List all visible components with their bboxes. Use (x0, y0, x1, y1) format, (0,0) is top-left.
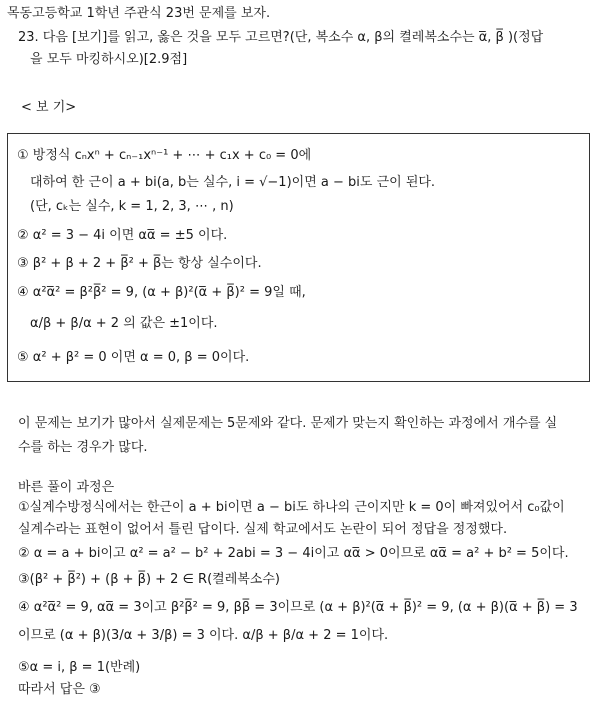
bogi-item-1: ① 방정식 cₙxⁿ + cₙ₋₁xⁿ⁻¹ + ⋯ + c₁x + c₀ = 0에 (17, 148, 312, 163)
solution-line-6: 이므로 (α + β)(3/α + 3/β) = 3 이다. α/β + β/α + 2 = 1이다. (18, 628, 389, 643)
bogi-item-1-cont: 대하여 한 근이 a + bi(a, b는 실수, i = √−1)이면 a − bi도 근이 된다. (30, 175, 436, 190)
question-line-2: 을 모두 마킹하시오)[2.9점] (30, 52, 188, 67)
solution-line-1: ①실계수방정식에서는 한근이 a + bi이면 a − bi도 하나의 근이지만 k = 0이 빠져있어서 c₀값이 (18, 500, 565, 515)
comment-line-2: 수를 하는 경우가 많다. (18, 440, 148, 455)
solution-line-2: 실계수라는 표현이 없어서 틀린 답이다. 실제 학교에서도 논란이 되어 정답을 정정했다. (18, 522, 508, 537)
solution-line-5: ④ α²α̅² = 9, αα̅ = 3이고 β²β̅² = 9, ββ̅ = 3이므로 (α + β)²(α̅ + β̅)² = 9, (α + β)(α̅ + β̅) = 3 (18, 600, 578, 615)
bogi-item-2: ② α² = 3 − 4i 이면 αα̅ = ±5 이다. (17, 228, 228, 243)
comment-line-1: 이 문제는 보기가 많아서 실제문제는 5문제와 같다. 문제가 맞는지 확인하는 과정에서 개수를 실 (18, 416, 558, 431)
solution-line-8: 따라서 답은 ③ (18, 682, 101, 697)
intro-text: 목동고등학교 1학년 주관식 23번 문제를 보자. (7, 6, 271, 21)
bogi-item-4-cont: α/β + β/α + 2 의 값은 ±1이다. (30, 316, 218, 331)
bogi-item-1-cond: (단, cₖ는 실수, k = 1, 2, 3, ⋯ , n) (30, 199, 234, 214)
bogi-label: < 보 기> (21, 100, 77, 115)
bogi-item-4: ④ α²α̅² = β²β̅² = 9, (α + β)²(α̅ + β̅)² = 9일 때, (17, 285, 306, 300)
solution-line-4: ③(β² + β̅²) + (β + β̅) + 2 ∈ R(켤레복소수) (18, 572, 281, 587)
solution-line-7: ⑤α = i, β = 1(반례) (18, 660, 141, 675)
bogi-item-5: ⑤ α² + β² = 0 이면 α = 0, β = 0이다. (17, 350, 250, 365)
question-line-1: 23. 다음 [보기]를 읽고, 옳은 것을 모두 고르면?(단, 복소수 α, β의 켤레복소수는 α̅, β̅ )(정답 (18, 30, 544, 45)
solution-title: 바른 풀이 과정은 (18, 480, 115, 495)
solution-line-3: ② α = a + bi이고 α² = a² − b² + 2abi = 3 − 4i이고 αα̅ > 0이므로 αα̅ = a² + b² = 5이다. (18, 546, 569, 561)
bogi-item-3: ③ β² + β + 2 + β̅² + β̅는 항상 실수이다. (17, 256, 262, 271)
